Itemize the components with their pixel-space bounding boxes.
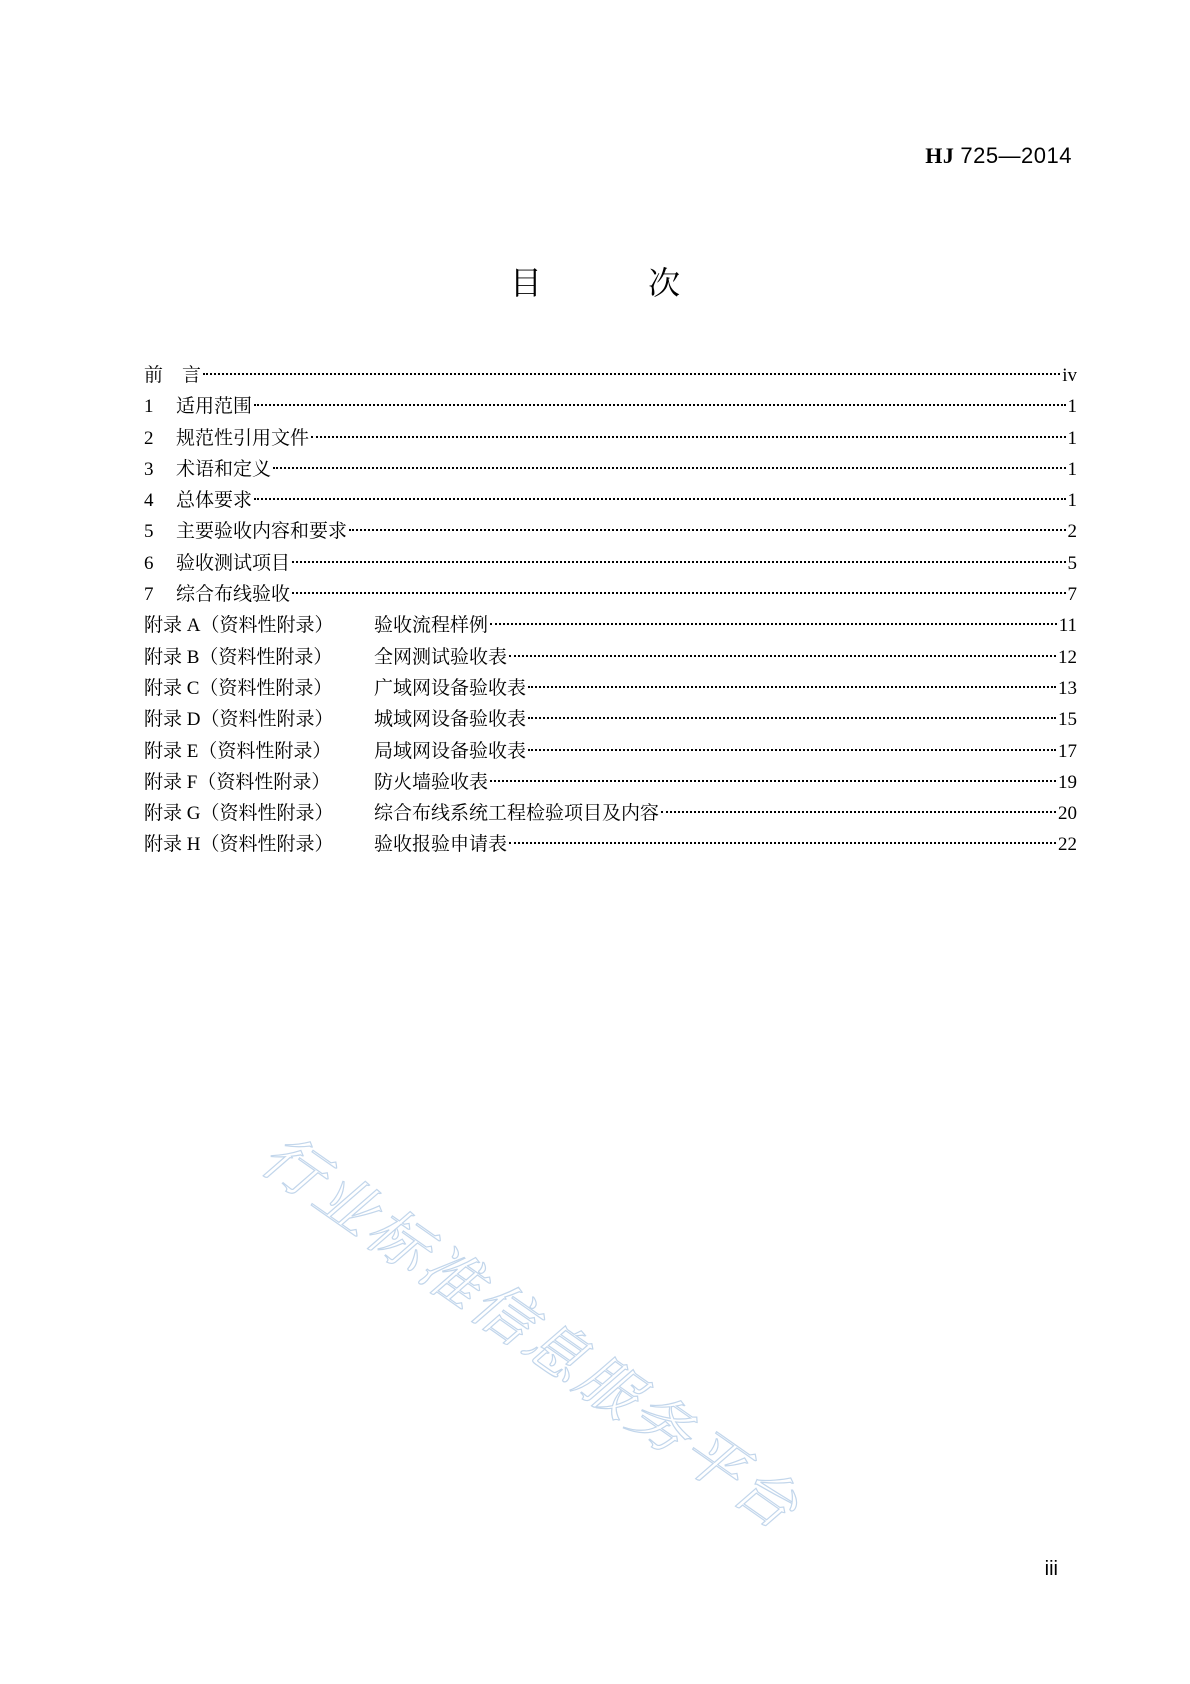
toc-entry-appendix-label: 附录 H（资料性附录） <box>144 834 334 856</box>
toc-entry-title: 验收测试项目 <box>176 552 291 574</box>
toc-entry-number: 7 <box>144 584 154 606</box>
toc-dot-leader <box>490 623 1057 625</box>
toc-entry-title: 防火墙验收表 <box>374 771 489 793</box>
toc-dot-leader <box>254 498 1065 500</box>
toc-entry[interactable] <box>144 548 1077 579</box>
toc-entry-number: 2 <box>144 427 154 449</box>
toc-dot-leader <box>509 842 1056 844</box>
toc-dot-leader <box>528 749 1056 751</box>
toc-entry[interactable] <box>144 391 1077 422</box>
toc-entry-title: 城域网设备验收表 <box>374 709 527 731</box>
toc-entry[interactable] <box>144 579 1077 610</box>
toc-entry-title: 适用范围 <box>176 396 253 418</box>
toc-entry[interactable] <box>144 704 1077 735</box>
toc-entry[interactable] <box>144 516 1077 547</box>
toc-entry-page: 15 <box>1058 709 1077 731</box>
toc-dot-leader <box>661 811 1056 813</box>
toc-entry-title: 验收报验申请表 <box>374 834 508 856</box>
toc-entry-page: 20 <box>1058 803 1077 825</box>
toc-dot-leader <box>203 373 1060 375</box>
page-title: 目 次 <box>509 264 729 302</box>
toc-entry-appendix-label: 附录 B（资料性附录） <box>144 646 333 668</box>
toc-entry-appendix-label: 附录 E（资料性附录） <box>144 740 332 762</box>
toc-entry-number: 5 <box>144 521 154 543</box>
toc-entry-title: 术语和定义 <box>176 458 272 480</box>
toc-entry[interactable] <box>144 423 1077 454</box>
toc-entry-page: 5 <box>1067 552 1077 574</box>
toc-entry-page: 1 <box>1067 427 1077 449</box>
toc-dot-leader <box>528 686 1056 688</box>
toc-entry-page: 13 <box>1058 677 1077 699</box>
toc-entry-page: 19 <box>1058 771 1077 793</box>
toc-dot-leader <box>292 592 1065 594</box>
toc-entry-page: 7 <box>1067 584 1077 606</box>
toc-entry-page: 2 <box>1067 521 1077 543</box>
toc-entry-appendix-label: 附录 F（资料性附录） <box>144 771 331 793</box>
toc-entry-page: 11 <box>1058 615 1077 637</box>
toc-entry[interactable] <box>144 360 1077 391</box>
toc-dot-leader <box>528 717 1056 719</box>
toc-entry-number: 4 <box>144 490 154 512</box>
toc-entry-page: 12 <box>1058 646 1077 668</box>
toc-dot-leader <box>292 561 1065 563</box>
toc-entry-page: 1 <box>1067 458 1077 480</box>
toc-dot-leader <box>311 436 1065 438</box>
toc-dot-leader <box>254 404 1065 406</box>
toc-entry-title: 全网测试验收表 <box>374 646 508 668</box>
toc-entry-appendix-label: 附录 C（资料性附录） <box>144 677 333 699</box>
toc-entry-appendix-label: 附录 G（资料性附录） <box>144 803 334 825</box>
toc-entry-title: 总体要求 <box>176 490 253 512</box>
table-of-contents <box>144 360 1077 861</box>
toc-entry[interactable] <box>144 485 1077 516</box>
toc-entry[interactable] <box>144 610 1077 641</box>
toc-entry[interactable] <box>144 673 1077 704</box>
toc-entry-title: 综合布线验收 <box>176 584 291 606</box>
toc-entry-page: 1 <box>1067 490 1077 512</box>
toc-entry[interactable] <box>144 736 1077 767</box>
toc-dot-leader <box>490 780 1056 782</box>
toc-entry[interactable] <box>144 798 1077 829</box>
toc-entry[interactable] <box>144 454 1077 485</box>
standard-code-number: 725—2014 <box>960 143 1072 168</box>
toc-dot-leader <box>273 467 1065 469</box>
standard-code-prefix: HJ <box>925 143 955 168</box>
toc-entry-number: 1 <box>144 396 154 418</box>
watermark: 行业标准信息服务平台 <box>248 1120 813 1546</box>
toc-dot-leader <box>509 655 1056 657</box>
toc-entry-page: 17 <box>1058 740 1077 762</box>
toc-entry-number: 3 <box>144 458 154 480</box>
toc-entry-page: iv <box>1062 365 1077 386</box>
toc-entry-page: 22 <box>1058 834 1077 856</box>
toc-entry-title: 前 言 <box>144 365 202 386</box>
toc-entry-title: 主要验收内容和要求 <box>176 521 348 543</box>
toc-entry[interactable] <box>144 642 1077 673</box>
toc-entry-number: 6 <box>144 552 154 574</box>
toc-entry-appendix-label: 附录 D（资料性附录） <box>144 709 334 731</box>
toc-entry-title: 规范性引用文件 <box>176 427 310 449</box>
toc-entry-page: 1 <box>1067 396 1077 418</box>
toc-entry-title: 广域网设备验收表 <box>374 677 527 699</box>
toc-entry-title: 局域网设备验收表 <box>374 740 527 762</box>
standard-code <box>925 143 1072 169</box>
toc-entry-title: 验收流程样例 <box>374 615 489 637</box>
page-number: iii <box>1044 1558 1058 1580</box>
toc-entry-appendix-label: 附录 A（资料性附录） <box>144 615 334 637</box>
toc-dot-leader <box>349 529 1065 531</box>
toc-entry[interactable] <box>144 829 1077 860</box>
toc-entry-title: 综合布线系统工程检验项目及内容 <box>374 803 660 825</box>
toc-entry[interactable] <box>144 767 1077 798</box>
